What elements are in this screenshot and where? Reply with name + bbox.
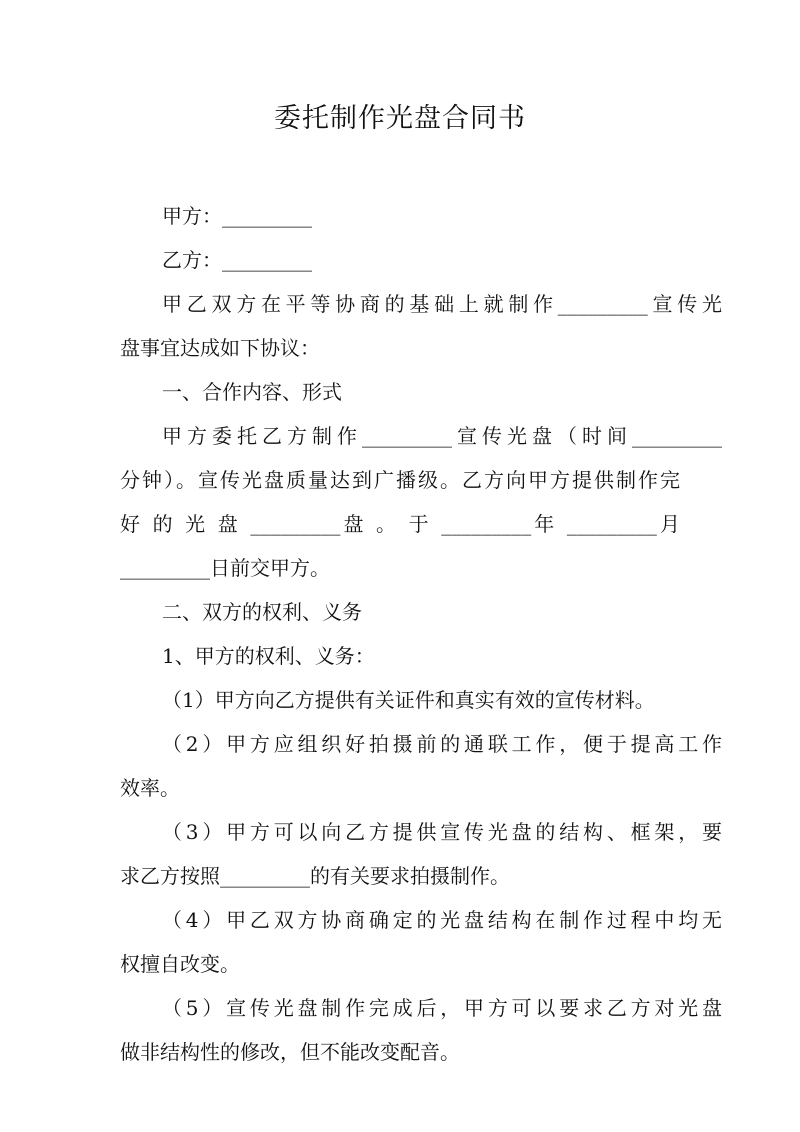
section-heading: 一、合作内容、形式 — [162, 380, 342, 404]
document-title: 委托制作光盘合同书 — [274, 103, 526, 134]
clause-line: （2）甲方应组织好拍摄前的通联工作，便于提高工作 — [162, 732, 722, 756]
clause-line: 求乙方按照_________的有关要求拍摄制作。 — [120, 864, 510, 888]
clause-line: （5）宣传光盘制作完成后，甲方可以要求乙方对光盘 — [162, 996, 722, 1020]
clause-line: 效率。 — [120, 776, 180, 800]
clause-line: （4）甲乙双方协商确定的光盘结构在制作过程中均无 — [162, 908, 722, 932]
clause-line: （1）甲方向乙方提供有关证件和真实有效的宣传材料。 — [162, 688, 655, 712]
section-heading: 二、双方的权利、义务 — [162, 600, 362, 624]
party-b-line: 乙方：_________ — [162, 248, 312, 272]
subsection-heading: 1、甲方的权利、义务： — [162, 644, 375, 668]
paragraph-line: 甲方委托乙方制作_________宣传光盘（时间_________ — [162, 424, 722, 448]
clause-line: 权擅自改变。 — [120, 952, 240, 976]
paragraph-line: _________日前交甲方。 — [120, 556, 330, 580]
paragraph-line: 盘事宜达成如下协议： — [120, 336, 320, 360]
paragraph-line: 好 的 光 盘 _________盘 。 于 _________年 _________月 — [120, 512, 680, 536]
paragraph-line: 甲乙双方在平等协商的基础上就制作_________宣传光 — [162, 292, 722, 316]
party-a-line: 甲方：_________ — [162, 204, 312, 228]
clause-line: 做非结构性的修改，但不能改变配音。 — [120, 1040, 460, 1064]
paragraph-line: 分钟）。宣传光盘质量达到广播级。乙方向甲方提供制作完 — [120, 468, 680, 492]
clause-line: （3）甲方可以向乙方提供宣传光盘的结构、框架，要 — [162, 820, 722, 844]
